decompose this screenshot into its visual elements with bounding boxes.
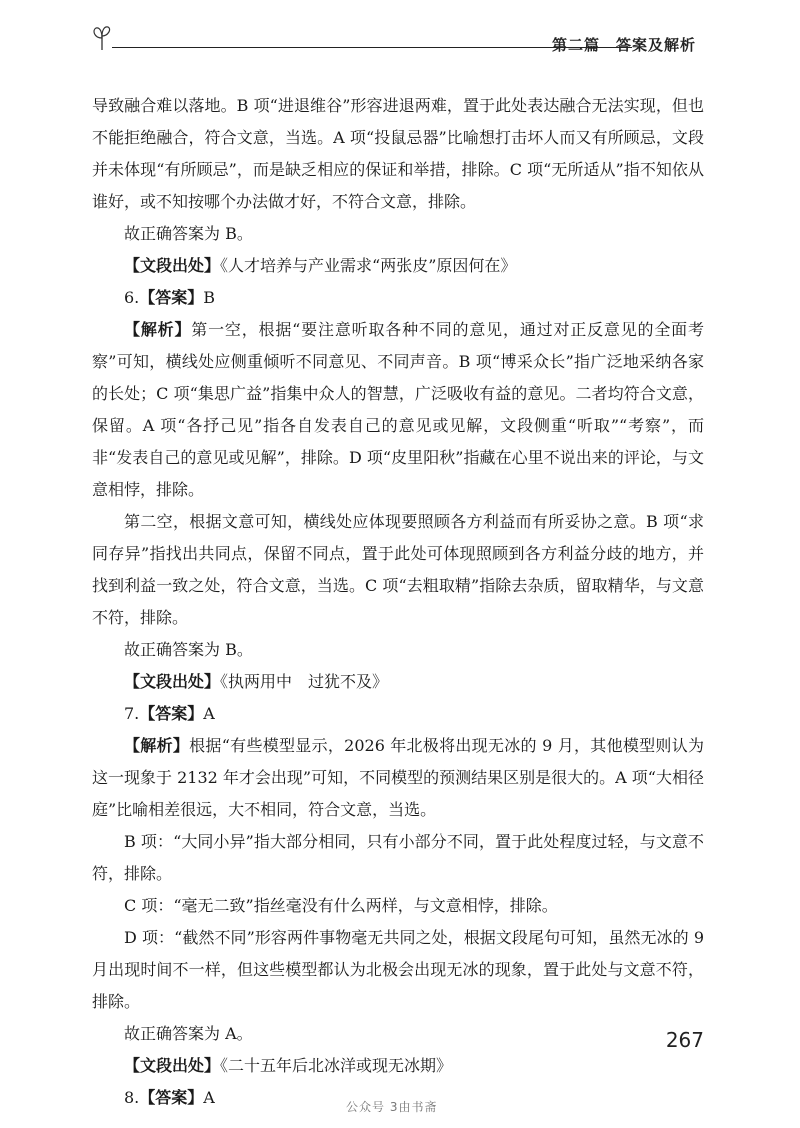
question-number: 6. [124, 288, 140, 307]
source-title: 《人才培养与产业需求“两张皮”原因何在》 [220, 256, 517, 275]
analysis-paragraph [92, 730, 704, 826]
source-tag: 【文段出处】 [124, 1056, 221, 1075]
source-title: 《二十五年后北冰洋或现无冰期》 [220, 1056, 453, 1075]
sprout-icon [90, 22, 114, 52]
question-number: 7. [124, 704, 140, 723]
paragraph: 导致融合难以落地。B 项“进退维谷”形容进退两难，置于此处表达融合无法实现，但也不能拒绝融合，符合文意，当选。A 项“投鼠忌器”比喻想打击坏人而又有所顾忌，文段并未体现“有所顾忌”，而是缺乏相应的保证和举措，排除。C 项“无所适从”指不知依从谁好，或不知按哪个办法做才好，不符合文意，排除。 [92, 96, 704, 211]
paragraph: C 项：“毫无二致”指丝毫没有什么两样，与文意相悖，排除。 [124, 896, 558, 915]
running-header [90, 22, 710, 62]
source-tag: 【文段出处】 [124, 256, 221, 275]
source-line [92, 1050, 704, 1082]
paragraph: B 项：“大同小异”指大部分相同，只有小部分不同，置于此处程度过轻，与文意不符，排除。 [92, 832, 704, 883]
answer-value: A [203, 704, 215, 723]
paragraph: 故正确答案为 B。 [124, 224, 253, 243]
answer-tag: 【答案】 [139, 1088, 204, 1107]
analysis-text: 根据“有些模型显示，2026 年北极将出现无冰的 9 月，其他模型则认为这一现象于 2132 年才会出现”可知，不同模型的预测结果区别是很大的。A 项“大相径庭”比喻相差很远，大不相同，符合文意，当选。 [92, 736, 704, 819]
source-title: 《执两用中 过犹不及》 [220, 672, 389, 691]
watermark: 公众号 3由书斋 [346, 1100, 438, 1114]
page-number: 267 [665, 1028, 704, 1052]
analysis-tag: 【解析】 [124, 736, 190, 755]
paragraph: 第二空，根据文意可知，横线处应体现要照顾各方利益而有所妥协之意。B 项“求同存异”指找出共同点，保留不同点，置于此处可体现照顾到各方利益分歧的地方，并找到利益一致之处，符合文意，当选。C 项“去粗取精”指除去杂质，留取精华，与文意不符，排除。 [92, 512, 704, 627]
source-line [92, 666, 704, 698]
paragraph: D 项：“截然不同”形容两件事物毫无共同之处，根据文段尾句可知，虽然无冰的 9 月出现时间不一样，但这些模型都认为北极会出现无冰的现象，置于此处与文意不符，排除。 [92, 928, 704, 1011]
answer-tag: 【答案】 [139, 288, 204, 307]
source-tag: 【文段出处】 [124, 672, 221, 691]
header-title: 第二篇 答案及解析 [551, 36, 696, 54]
answer-value: B [203, 288, 216, 307]
question-number: 8. [124, 1088, 140, 1107]
source-line [92, 250, 704, 282]
page-body [92, 90, 704, 1114]
paragraph: 故正确答案为 A。 [124, 1024, 253, 1043]
answer-tag: 【答案】 [139, 704, 204, 723]
analysis-text: 第一空，根据“要注意听取各种不同的意见，通过对正反意见的全面考察”可知，横线处应侧重倾听不同意见、不同声音。B 项“博采众长”指广泛地采纳各家的长处；C 项“集思广益”指集中众人的智慧，广泛吸收有益的意见。二者均符合文意，保留。A 项“各抒己见”指各自发表自己的意见或见解，文段侧重“听取”“考察”，而非“发表自己的意见或见解”，排除。D 项“皮里阳秋”指藏在心里不说出来的评论，与文意相悖，排除。 [92, 320, 704, 499]
analysis-tag: 【解析】 [124, 320, 192, 339]
answer-line [92, 282, 704, 314]
answer-value: A [203, 1088, 215, 1107]
analysis-paragraph [92, 314, 704, 506]
paragraph: 故正确答案为 B。 [124, 640, 253, 659]
answer-line [92, 698, 704, 730]
